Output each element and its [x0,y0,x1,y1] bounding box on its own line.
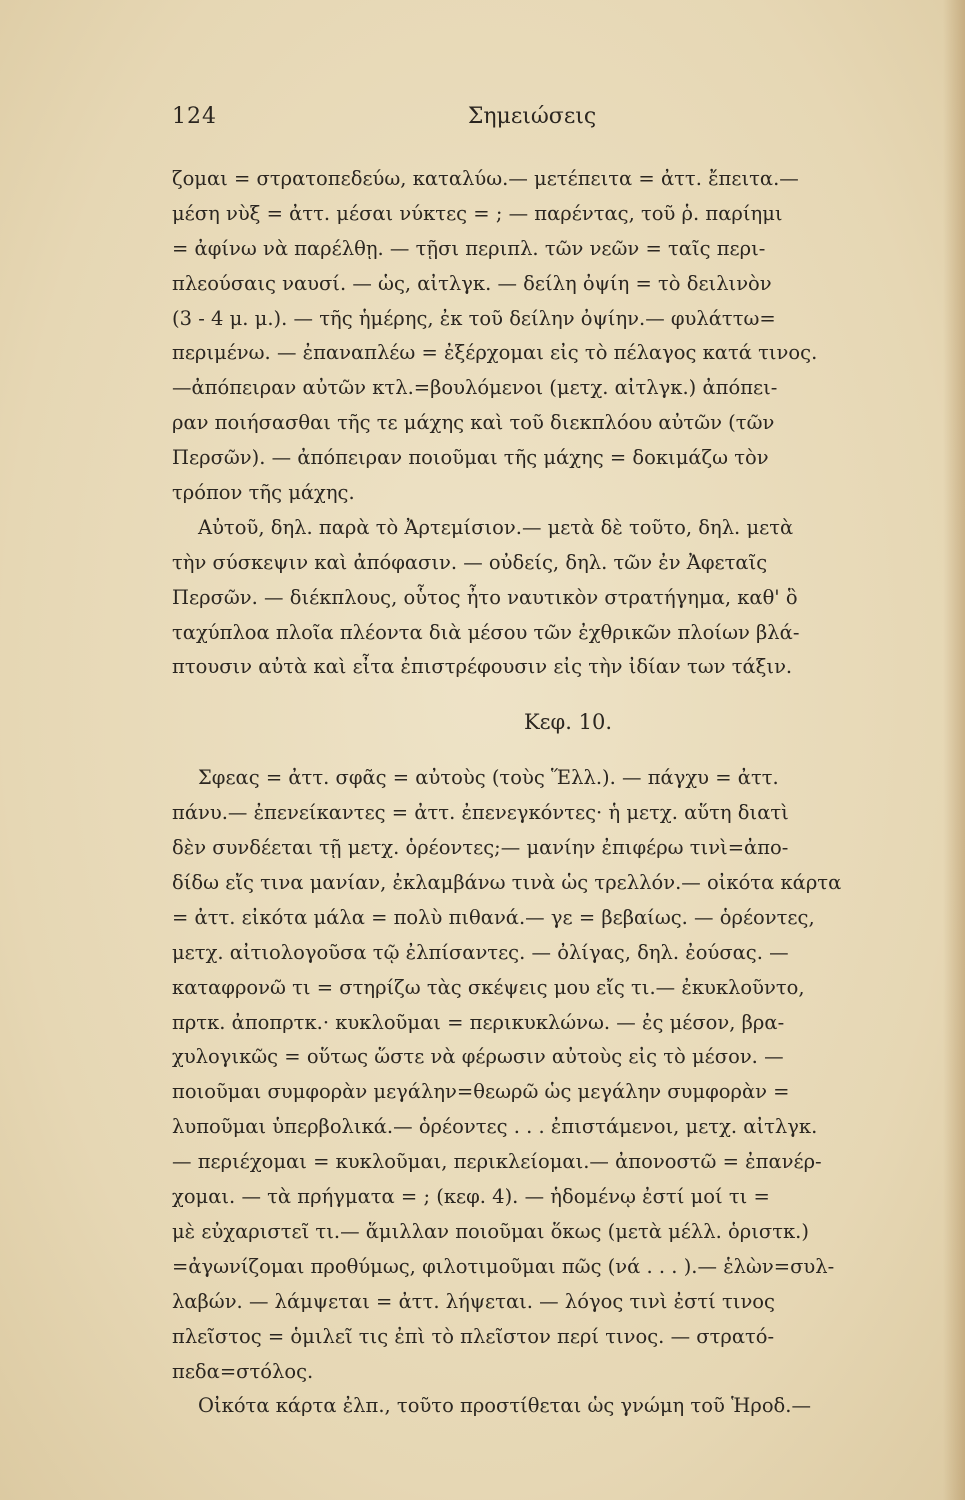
text-line: χομαι. — τὰ πρήγματα = ; (κεφ. 4). — ἡδομένῳ ἐστί μοί τι = [172,1185,770,1209]
text-line: Αὐτοῦ, δηλ. παρὰ τὸ Ἀρτεμίσιον.— μετὰ δὲ τοῦτο, δηλ. μετὰ [198,515,794,539]
text-line: λυποῦμαι ὑπερβολικά.— ὁρέοντες . . . ἐπιστάμενοι, μετχ. αἰτλγκ. [172,1115,818,1139]
running-head: Σημειώσεις [467,104,597,129]
text-line: πάνυ.— ἐπενείκαντες = ἀττ. ἐπενεγκόντες· ἡ μετχ. αὕτη διατὶ [172,801,789,825]
text-line: πρτκ. ἀποπρτκ.· κυκλοῦμαι = περικυκλώνω. — ἐς μέσον, βρα- [172,1010,785,1034]
paragraph-4 [172,1389,924,1424]
text-line: χυλογικῶς = οὕτως ὥστε νὰ φέρωσιν αὐτοὺς εἰς τὸ μέσον. — [172,1045,784,1069]
text-line: ποιοῦμαι συμφορὰν μεγάλην=θεωρῶ ὡς μεγάλην συμφορὰν = [172,1080,790,1104]
text-line: = ἀττ. εἰκότα μάλα = πολὺ πιθανά.— γε = βεβαίως. — ὁρέοντες, [172,905,815,929]
page-header [172,104,922,140]
text-line: πτουσιν αὐτὰ καὶ εἶτα ἐπιστρέφουσιν εἰς τὴν ἰδίαν των τάξιν. [172,655,793,679]
text-line: ζομαι = στρατοπεδεύω, καταλύω.— μετέπειτα = ἀττ. ἔπειτα.— [172,167,799,190]
text-line: τὴν σύσκεψιν καὶ ἀπόφασιν. — οὐδείς, δηλ. τῶν ἐν Ἀφεταῖς [172,550,768,574]
text-line: πλεῖστος = ὁμιλεῖ τις ἐπὶ τὸ πλεῖστον περί τινος. — στρατό- [172,1324,775,1348]
page-number: 124 [172,104,217,129]
paragraph-3 [172,761,924,1389]
page-body [172,162,924,1424]
text-line: — περιέχομαι = κυκλοῦμαι, περικλείομαι.— ἀπονοστῶ = ἐπανέρ- [172,1150,822,1174]
text-line: ραν ποιήσασθαι τῆς τε μάχης καὶ τοῦ διεκπλόου αὐτῶν (τῶν [172,411,775,435]
text-line: πεδα=στόλος. [172,1359,314,1383]
text-line: ταχύπλοα πλοῖα πλέοντα διὰ μέσου τῶν ἐχθρικῶν πλοίων βλά- [172,620,800,644]
text-line: λαβών. — λάμψεται = ἀττ. λήψεται. — λόγος τινὶ ἐστί τινος [172,1289,775,1313]
text-line: = ἀφίνω νὰ παρέλθῃ. — τῇσι περιπλ. τῶν νεῶν = ταῖς περι- [172,236,766,260]
page-edge-shadow [943,0,965,1500]
text-line: τρόπον τῆς μάχης. [172,481,355,505]
text-line: μέση νὺξ = ἀττ. μέσαι νύκτες = ; — παρέντας, τοῦ ῥ. παρίημι [172,201,783,225]
text-line: πλεούσαις ναυσί. — ὡς, αἰτλγκ. — δείλη ὀψίη = τὸ δειλινὸν [172,271,772,295]
text-line: δίδω εἴς τινα μανίαν, ἐκλαμβάνω τινὰ ὡς τρελλόν.— οἰκότα κάρτα [172,871,842,895]
text-line: —ἀπόπειραν αὐτῶν κτλ.=βουλόμενοι (μετχ. αἰτλγκ.) ἀπόπει- [172,376,778,400]
text-line: (3 - 4 μ. μ.). — τῆς ἡμέρης, ἐκ τοῦ δείλην ὀψίην.— φυλάττω= [172,306,776,330]
text-line: δὲν συνδέεται τῇ μετχ. ὁρέοντες;— μανίην ἐπιφέρω τινὶ=ἀπο- [172,836,789,860]
chapter-heading: Κεφ. 10. [523,710,613,735]
text-line: Σφεας = ἀττ. σφᾶς = αὐτοὺς (τοὺς Ἕλλ.). — πάγχυ = ἀττ. [198,766,779,790]
text-line: Οἰκότα κάρτα ἐλπ., τοῦτο προστίθεται ὡς γνώμη τοῦ Ἡροδ.— [198,1394,811,1418]
text-line: Περσῶν). — ἀπόπειραν ποιοῦμαι τῆς μάχης = δοκιμάζω τὸν [172,446,769,470]
text-line: μετχ. αἰτιολογοῦσα τῷ ἐλπίσαντες. — ὀλίγας, δηλ. ἐούσας. — [172,940,789,964]
paragraph-1 [172,162,924,511]
text-line: =ἀγωνίζομαι προθύμως, φιλοτιμοῦμαι πῶς (νά . . . ).— ἑλὼν=συλ- [172,1254,835,1278]
text-line: καταφρονῶ τι = στηρίζω τὰς σκέψεις μου εἴς τι.— ἐκυκλοῦντο, [172,975,805,999]
paragraph-2 [172,511,924,685]
text-line: περιμένω. — ἐπαναπλέω = ἐξέρχομαι εἰς τὸ πέλαγος κατά τινος. [172,341,818,365]
text-line: μὲ εὐχαριστεῖ τι.— ἅμιλλαν ποιοῦμαι ὅκως (μετὰ μέλλ. ὁριστκ.) [172,1219,809,1243]
text-line: Περσῶν. — διέκπλους, οὗτος ἦτο ναυτικὸν στρατήγημα, καθ' ὃ [172,585,798,609]
